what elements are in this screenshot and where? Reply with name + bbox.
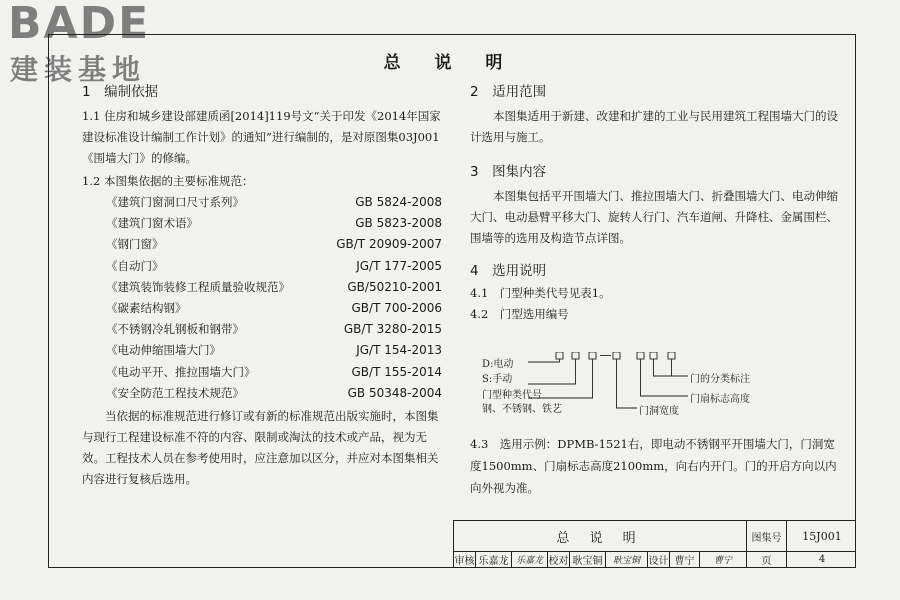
section-3-body: 本图集包括平开围墙大门、推拉围墙大门、折叠围墙大门、电动伸缩大门、电动悬臂平移大门、旋转人行门、汽车道闸、升降柱、金属围栏、围墙等的选用及构造节点详图。 (470, 189, 838, 245)
standard-code: GB/T 20909-2007 (336, 237, 442, 252)
check-label: 校对 (548, 551, 570, 567)
diagram-label-class-note: 门的分类标注 (690, 374, 750, 385)
paragraph-1-2: 1.2 本图集依据的主要标准规范： (82, 174, 254, 188)
standard-row (82, 234, 442, 255)
page-number: 4 (818, 553, 826, 565)
diagram-label-opening-width: 门洞宽度 (639, 406, 679, 417)
designer-signature: 曹宁 (700, 551, 747, 567)
standard-name: 《建筑装饰装修工程质量验收规范》 (106, 279, 290, 294)
designer-name: 曹宁 (670, 551, 700, 567)
diagram-label-electric: D:电动 (482, 359, 514, 370)
standard-code: GB/50210-2001 (347, 279, 442, 294)
section-2-body: 本图集适用于新建、改建和扩建的工业与民用建筑工程围墙大门的设计选用与施工。 (470, 109, 838, 144)
numbering-diagram (482, 352, 782, 430)
standard-row (82, 362, 442, 383)
checker-name: 耿宝铜 (570, 551, 606, 567)
atlas-number: 15J001 (802, 529, 842, 543)
right-column (470, 82, 840, 325)
standard-name: 《不锈钢冷轧钢板和钢带》 (106, 322, 244, 337)
standard-name: 《碳素结构钢》 (106, 301, 187, 316)
left-column (82, 82, 442, 490)
logo-brand-text: BADE (8, 0, 151, 49)
example-block (470, 433, 838, 499)
section-1-heading: 1 编制依据 (82, 84, 159, 100)
standard-name: 《电动平开、推拉围墙大门》 (106, 364, 256, 379)
checker-signature: 耿宝铜 (606, 551, 648, 567)
standard-code: GB 50348-2004 (347, 385, 442, 400)
diagram-label-leaf-height: 门扇标志高度 (690, 394, 750, 405)
standard-code: GB/T 700-2006 (351, 301, 442, 316)
standard-name: 《电动伸缩围墙大门》 (106, 343, 221, 358)
section-2-heading: 2 适用范围 (470, 84, 547, 100)
design-label: 设计 (648, 551, 670, 567)
title-block-row-2 (454, 551, 856, 567)
title-block-row-1 (454, 521, 856, 552)
standard-name: 《安全防范工程技术规范》 (106, 385, 244, 400)
reviewer-signature: 乐嘉龙 (512, 551, 548, 567)
standard-name: 《钢门窗》 (106, 237, 164, 252)
standard-row (82, 383, 442, 404)
diagram-label-material: 钢、不锈钢、铁艺 (482, 404, 562, 415)
standard-name: 《建筑门窗洞口尺寸系列》 (106, 195, 244, 209)
section-4-heading: 4 选用说明 (470, 263, 547, 279)
paragraph-4-1: 4.1 门型种类代号见表1。 (470, 286, 611, 300)
standard-row (82, 213, 442, 234)
logo-sub-text: 建装基地 (10, 53, 147, 86)
standards-list (82, 192, 442, 404)
title-block (453, 520, 856, 568)
standard-row (82, 340, 442, 361)
standard-code: JG/T 177-2005 (356, 258, 442, 273)
title-block-title: 总 说 明 (454, 521, 747, 551)
closing-paragraph: 当依据的标准规范进行修订或有新的标准规范出版实施时，本图集与现行工程建设标准不符的内容、限制或淘汰的技术或产品，视为无效。工程技术人员在参考使用时，应注意加以区分，并应对本图集相关内容进行复核后选用。 (82, 409, 439, 487)
standard-code: GB/T 155-2014 (351, 364, 442, 379)
diagram-label-type-code: 门型种类代号 (482, 390, 542, 401)
section-3-heading: 3 图集内容 (470, 164, 547, 180)
standard-name: 《自动门》 (106, 258, 164, 273)
page-label: 页 (747, 551, 787, 567)
standard-row (82, 277, 442, 298)
review-label: 审核 (454, 551, 476, 567)
page-title: 总 说 明 (383, 53, 517, 73)
standard-code: JG/T 154-2013 (356, 343, 442, 358)
standard-name: 《建筑门窗术语》 (106, 216, 198, 231)
standard-code: GB 5824-2008 (355, 195, 442, 209)
standard-code: GB/T 3280-2015 (343, 322, 442, 337)
standard-row (82, 192, 442, 213)
paragraph-1-1: 1.1 住房和城乡建设部建质函[2014]119号文“关于印发《2014年国家建设标准设计编制工作计划》的通知”进行编制的，是对原图集03J001《围墙大门》的修编。 (82, 109, 441, 165)
diagram-label-manual: S:手动 (482, 374, 513, 385)
paragraph-4-3: 4.3 选用示例：DPMB-1521右，即电动不锈钢平开围墙大门，门洞宽度1500mm、门扇标志高度2100mm，向右内开门。门的开启方向以内向外视为准。 (470, 437, 837, 495)
atlas-label: 图集号 (747, 521, 787, 551)
standard-code: GB 5823-2008 (355, 216, 442, 231)
standard-row (82, 298, 442, 319)
reviewer-name: 乐嘉龙 (476, 551, 512, 567)
standard-row (82, 256, 442, 277)
paragraph-4-2: 4.2 门型选用编号 (470, 307, 569, 321)
standard-row (82, 319, 442, 340)
